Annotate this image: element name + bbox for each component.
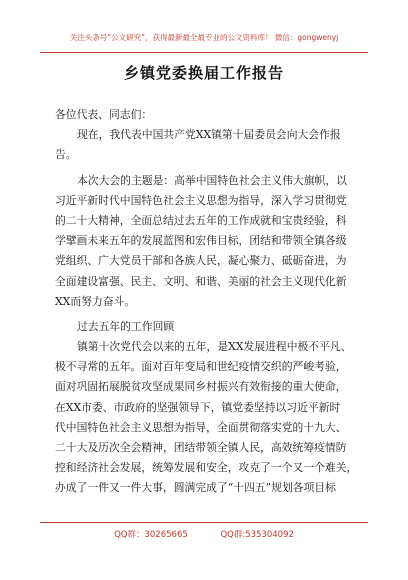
footer-qq-group-2: QQ群:535304092 <box>220 530 294 540</box>
body-line: 各位代表、同志们： <box>55 108 153 121</box>
body-line: 学擘画未来五年的发展蓝图和宏伟目标，团结和带领全镇各级 <box>55 234 347 248</box>
body-line: 习近平新时代中国特色社会主义思想为指导，深入学习贯彻党 <box>55 193 347 207</box>
body-line: 二十大及历次全会精神，团结带领全镇人民，高效统筹疫情防 <box>55 441 347 454</box>
body-line: 现在，我代表中国共产党XX镇第十届委员会向大会作报 <box>77 128 341 142</box>
body-line: 在XX市委、市政府的坚强领导下，镇党委坚持以习近平新时 <box>55 400 341 414</box>
body-line: XX而努力奋斗。 <box>55 294 136 308</box>
body-line: 全面建设富强、民主、文明、和谐、美丽的社会主义现代化新 <box>55 274 347 288</box>
body-line: 本次大会的主题是：高举中国特色社会主义伟大旗帜，以 <box>77 173 347 187</box>
document-body <box>55 105 358 499</box>
footer-qq-group-1: QQ群：30265665 <box>114 530 188 540</box>
body-line: 过去五年的工作回顾 <box>77 319 175 333</box>
body-line: 办成了一件又一件大事，圆满完成了“十四五”规划各项目标 <box>55 481 336 495</box>
document-title: 乡镇党委换届工作报告 <box>123 64 284 82</box>
header-promo-text: 关注头条号“公文研究”，获得最新最全最专业的公文资料库！ 微信：gongwenyj <box>69 33 339 42</box>
body-line: 党组织、广大党员干部和各族人民，凝心聚力、砥砺奋进，为 <box>55 254 347 268</box>
header-bar <box>40 30 368 53</box>
body-line: 代中国特色社会主义思想为指导，全面贯彻落实党的十九大、 <box>55 420 347 434</box>
body-line: 极不寻常的五年。面对百年变局和世纪疫情交织的严峻考验， <box>55 360 347 374</box>
body-line: 面对巩固拓展脱贫攻坚成果同乡村振兴有效衔接的重大使命， <box>55 380 347 394</box>
body-line: 镇第十次党代会以来的五年，是XX发展进程中极不平凡、 <box>77 340 352 354</box>
footer-bar <box>40 522 368 540</box>
body-line: 告。 <box>55 148 77 162</box>
body-line: 控和经济社会发展，统筹发展和安全，攻克了一个又一个难关， <box>55 461 358 475</box>
footer-text <box>40 528 368 540</box>
body-line: 的二十大精神，全面总结过去五年的工作成就和宝贵经验，科 <box>55 213 347 227</box>
